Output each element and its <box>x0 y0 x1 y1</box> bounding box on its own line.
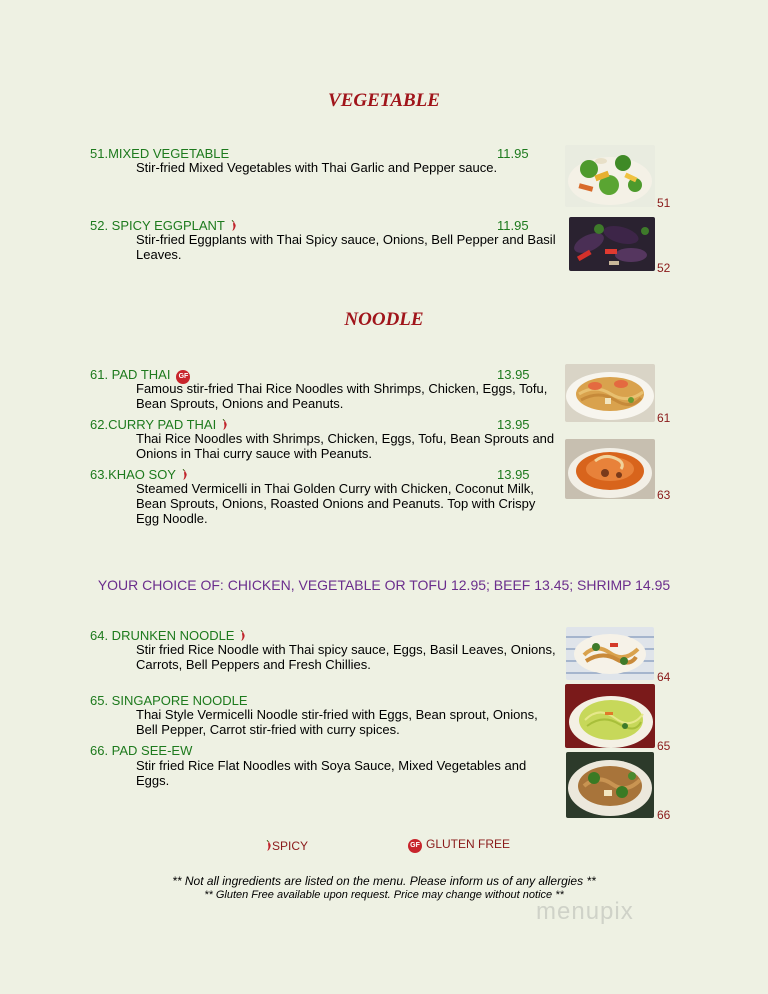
menu-item-price: 13.95 <box>497 417 530 432</box>
chili-spicy-icon <box>240 630 246 641</box>
chili-spicy-icon <box>182 469 188 480</box>
photo-number: 66 <box>657 808 671 822</box>
protein-choice-line: YOUR CHOICE OF: CHICKEN, VEGETABLE OR TOFU 12.95; BEEF 13.45; SHRIMP 14.95 <box>97 577 671 593</box>
menu-item-description: Stir fried Rice Noodle with Thai spicy sauce, Eggs, Basil Leaves, Onions, Carrots, Bell Peppers and Fresh Chillies. <box>136 642 556 672</box>
menu-item-name: 65. SINGAPORE NOODLE <box>90 693 248 708</box>
menu-item-name: 64. DRUNKEN NOODLE <box>90 628 246 643</box>
khao-soy-photo <box>565 439 655 499</box>
mixed-vegetable-photo <box>565 145 655 207</box>
menu-item-name: 62.CURRY PAD THAI <box>90 417 228 432</box>
spicy-eggplant-photo <box>569 217 655 271</box>
chili-spicy-icon <box>222 419 228 430</box>
legend-gluten-free: GF GLUTEN FREE <box>408 837 510 853</box>
watermark-logo: menupix <box>536 898 634 925</box>
gluten-free-badge-icon: GF <box>408 839 422 853</box>
menu-item-description: Thai Style Vermicelli Noodle stir-fried with Eggs, Bean sprout, Onions, Bell Pepper, Carrot stir-fried with curry spices. <box>136 707 538 737</box>
menu-item-description: Steamed Vermicelli in Thai Golden Curry with Chicken, Coconut Milk, Bean Sprouts, Onions, Roasted Onions and Peanuts. Top with Crispy Egg Noodle. <box>136 481 536 526</box>
section-title-vegetable: VEGETABLE <box>328 90 440 111</box>
menu-item-price: 13.95 <box>497 367 530 382</box>
legend-spicy: SPICY <box>266 839 308 853</box>
menu-item-description: Thai Rice Noodles with Shrimps, Chicken, Eggs, Tofu, Bean Sprouts and Onions in Thai curry sauce with Peanuts. <box>136 431 555 461</box>
menu-item-price: 11.95 <box>497 218 529 233</box>
menu-item-price: 11.95 <box>497 146 529 161</box>
price-note: ** Gluten Free available upon request. Price may change without notice ** <box>204 889 564 901</box>
drunken-noodle-photo <box>566 627 654 680</box>
pad-thai-photo <box>565 364 655 422</box>
photo-number: 65 <box>657 739 671 753</box>
singapore-noodle-photo <box>565 684 655 748</box>
photo-number: 64 <box>657 670 671 684</box>
menu-item-description: Stir fried Rice Flat Noodles with Soya Sauce, Mixed Vegetables and Eggs. <box>136 758 527 788</box>
section-title-noodle: NOODLE <box>344 309 424 330</box>
menu-item-description: Famous stir-fried Thai Rice Noodles with Shrimps, Chicken, Eggs, Tofu, Bean Sprouts, Onions and Peanuts. <box>136 381 548 411</box>
menu-item-description: Stir-fried Mixed Vegetables with Thai Garlic and Pepper sauce. <box>136 160 498 175</box>
menu-item-name: 63.KHAO SOY <box>90 467 188 482</box>
photo-number: 52 <box>657 261 671 275</box>
menu-item-price: 13.95 <box>497 467 530 482</box>
menu-item-description: Stir-fried Eggplants with Thai Spicy sauce, Onions, Bell Pepper and Basil Leaves. <box>136 232 556 262</box>
pad-see-ew-photo <box>566 752 654 818</box>
photo-number: 63 <box>657 488 671 502</box>
allergy-note: ** Not all ingredients are listed on the menu. Please inform us of any allergies ** <box>172 874 596 888</box>
menu-item-name: 66. PAD SEE-EW <box>90 743 193 758</box>
chili-spicy-icon <box>231 220 237 231</box>
photo-number: 51 <box>657 196 671 210</box>
menu-item-name: 61. PAD THAI GF <box>90 367 190 384</box>
photo-number: 61 <box>657 411 671 425</box>
menu-item-name: 52. SPICY EGGPLANT <box>90 218 237 233</box>
menu-item-name: 51.MIXED VEGETABLE <box>90 146 230 161</box>
gluten-free-badge-icon: GF <box>176 370 190 384</box>
